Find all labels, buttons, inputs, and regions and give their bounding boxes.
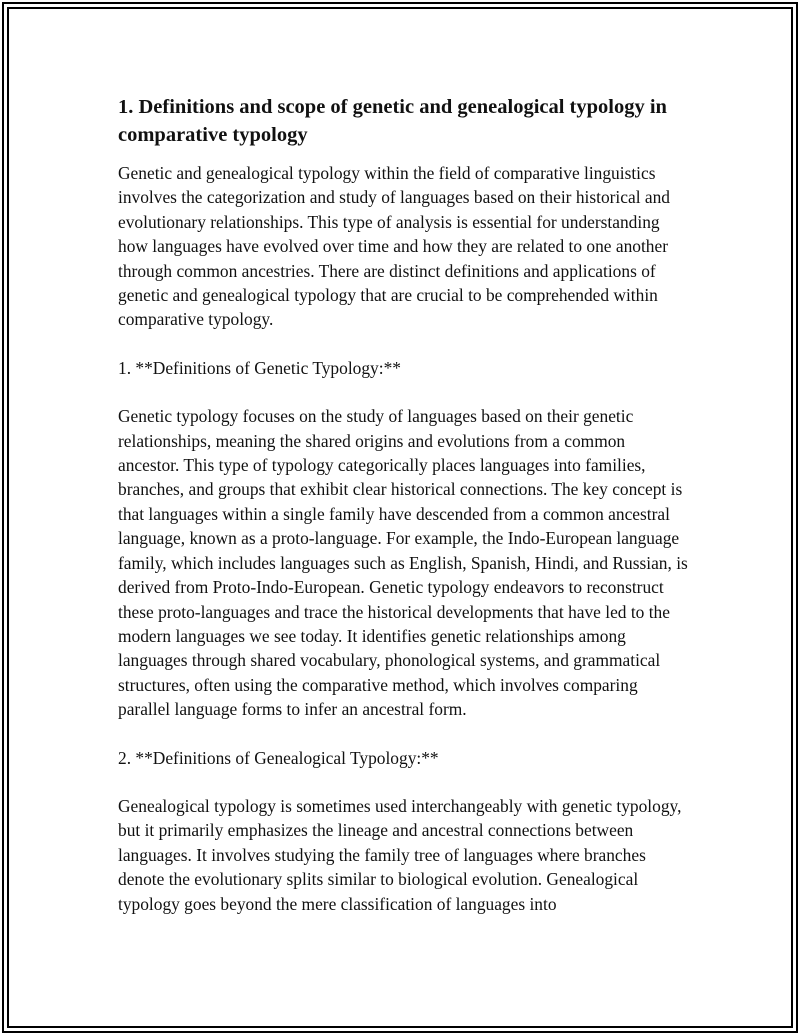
section-2-heading: 2. **Definitions of Genealogical Typology:** (118, 747, 439, 768)
intro-paragraph: Genetic and genealogical typology within the field of comparative linguistics involves the categorization and study of languages based on their historical and evolutionary relationships. This type of analysis is essential for understanding how languages have evolved over time and how they are related to one another through common ancestries. There are distinct definitions and applications of genetic and genealogical typology that are crucial to be comprehended within comparative typology. (118, 163, 670, 330)
document-body (118, 93, 688, 940)
document-title: 1. Definitions and scope of genetic and genealogical typology in comparative typology (118, 96, 667, 146)
section-1-heading: 1. **Definitions of Genetic Typology:** (118, 357, 401, 378)
section-2-paragraph: Genealogical typology is sometimes used interchangeably with genetic typology, but it primarily emphasizes the lineage and ancestral connections between languages. It involves studying the family tree of languages where branches denote the evolutionary splits similar to biological evolution. Genealogical typology goes beyond the mere classification of languages into (118, 795, 682, 914)
section-1-paragraph: Genetic typology focuses on the study of languages based on their genetic relationships, meaning the shared origins and evolutions from a common ancestor. This type of typology categorically places languages into families, branches, and groups that exhibit clear historical connections. The key concept is that languages within a single family have descended from a common ancestral language, known as a proto-language. For example, the Indo-European language family, which includes languages such as English, Spanish, Hindi, and Russian, is derived from Proto-Indo-European. Genetic typology endeavors to reconstruct these proto-languages and trace the historical developments that have led to the modern languages we see today. It identifies genetic relationships among languages through shared vocabulary, phonological systems, and grammatical structures, often using the comparative method, which involves comparing parallel language forms to infer an ancestral form. (118, 406, 688, 720)
